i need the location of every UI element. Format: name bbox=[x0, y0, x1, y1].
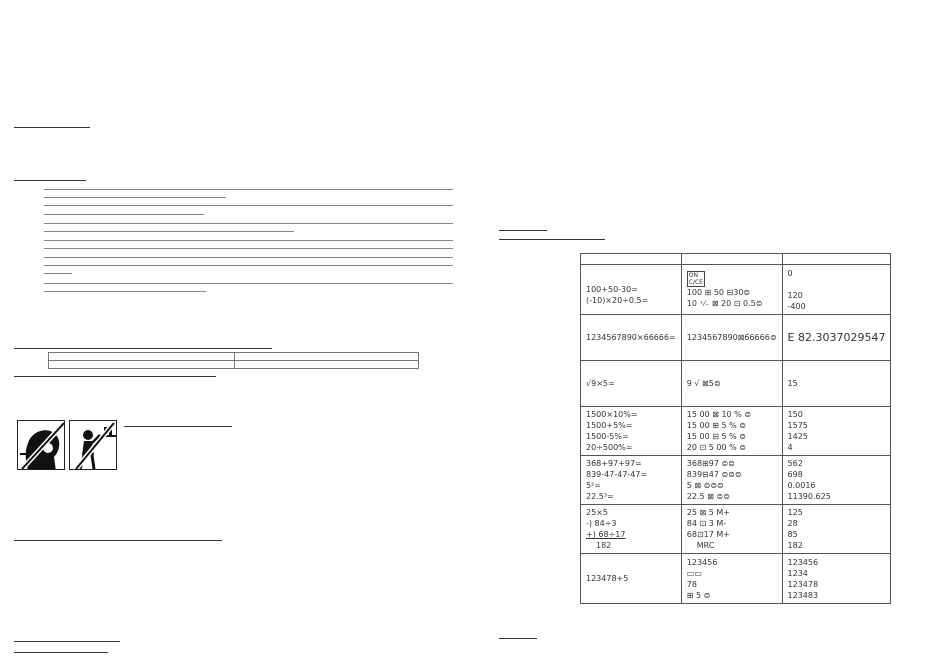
cell-text: -400 bbox=[787, 301, 806, 311]
text-line bbox=[44, 273, 72, 274]
section-heading-line bbox=[14, 641, 120, 642]
text-line bbox=[44, 265, 453, 266]
cell-text: ▭▭ bbox=[686, 568, 702, 578]
cell-text: 20÷500%= bbox=[586, 443, 633, 452]
cell-text: 839⊟47 ⊜⊜⊜ bbox=[686, 470, 742, 479]
cell-text: 839-47-47-47= bbox=[586, 470, 648, 479]
no-swallow-warning-icon bbox=[17, 420, 65, 470]
cell-text: 4 bbox=[787, 443, 793, 452]
cell-text: (-10)×20÷0.5= bbox=[586, 296, 649, 305]
cell-text: 1575 bbox=[787, 421, 808, 430]
table-row bbox=[581, 456, 891, 505]
cell-text: 1234567890×66666= bbox=[586, 333, 676, 342]
table-header-row bbox=[581, 254, 891, 265]
text-line bbox=[44, 240, 453, 241]
text-line bbox=[44, 197, 226, 198]
small-table bbox=[48, 352, 419, 369]
table-row bbox=[581, 407, 891, 456]
section-heading-line bbox=[14, 540, 222, 541]
cell-text: 20 ⊡ 5 00 % ⊜ bbox=[686, 443, 746, 452]
text-line bbox=[44, 231, 294, 232]
cell-text: 123456 bbox=[686, 557, 718, 567]
section-heading-line bbox=[14, 180, 86, 181]
cell-text: 84 ⊡ 3 M- bbox=[686, 519, 727, 528]
text-line bbox=[44, 205, 453, 206]
cell-text: 10 ⁺⁄₋ ⊠ 20 ⊡ 0.5⊜ bbox=[686, 298, 763, 308]
cell-text: 22.5³= bbox=[586, 492, 614, 501]
cell-text: 562 bbox=[787, 459, 803, 468]
text-line bbox=[44, 214, 204, 215]
table-heading-line bbox=[14, 348, 272, 349]
cell-text: 123456 bbox=[787, 557, 819, 567]
text-line bbox=[44, 283, 453, 284]
cell-text: 0.0016 bbox=[787, 481, 816, 490]
cell-text: 1500-5%= bbox=[586, 432, 629, 441]
cell-text: 15 00 ⊟ 5 % ⊜ bbox=[686, 432, 746, 441]
cell-text: 698 bbox=[787, 470, 803, 479]
cell-text: 1500+5%= bbox=[586, 421, 633, 430]
cell-text: ⊞ 5 ⊜ bbox=[686, 590, 711, 600]
cell-text: 25×5 bbox=[586, 508, 608, 517]
table-row bbox=[581, 315, 891, 361]
cell-text: 78 bbox=[686, 579, 697, 589]
section-heading-line bbox=[499, 230, 547, 231]
cell-text: -) 84÷3 bbox=[586, 519, 617, 528]
cell-text: 368+97+97= bbox=[586, 459, 642, 468]
cell-text: 9 √ ⊠5⊜ bbox=[686, 379, 721, 388]
cell-text: 15 bbox=[787, 379, 798, 388]
text-line bbox=[44, 223, 453, 224]
section-heading-line bbox=[14, 652, 108, 653]
warning-heading-line bbox=[124, 426, 232, 427]
cell-text: √9×5= bbox=[586, 379, 615, 388]
cell-text: 123483 bbox=[787, 590, 819, 600]
section-heading-line bbox=[14, 376, 216, 377]
calculation-examples-table bbox=[580, 253, 891, 604]
cell-text: 123478+5 bbox=[586, 574, 629, 583]
section-heading-line bbox=[14, 127, 90, 128]
cell-text: 5²= bbox=[586, 481, 601, 490]
cell-text: 68⊡17 M+ bbox=[686, 530, 730, 539]
keep-away-from-children-icon bbox=[69, 420, 117, 470]
cell-text: 25 ⊠ 5 M+ bbox=[686, 508, 730, 517]
cell-text: 0 bbox=[787, 268, 793, 278]
cell-text: 100+50-30= bbox=[586, 285, 638, 294]
cell-text: +) 68÷17 bbox=[586, 530, 626, 539]
cell-text: 5 ⊠ ⊜⊜⊜ bbox=[686, 481, 724, 490]
table-row bbox=[581, 505, 891, 554]
cell-text: 1234 bbox=[787, 568, 808, 578]
cell-text: 15 00 ⊞ 5 % ⊜ bbox=[686, 421, 746, 430]
cell-text: 1234567890⊠66666⊜ bbox=[686, 333, 777, 342]
cell-text: 22.5 ⊠ ⊜⊜ bbox=[686, 492, 730, 501]
section-heading-line bbox=[499, 638, 537, 639]
cell-text: 15 00 ⊠ 10 % ⊜ bbox=[686, 410, 752, 419]
cell-text: 1500×10%= bbox=[586, 410, 638, 419]
cell-text: 182 bbox=[787, 541, 803, 550]
text-line bbox=[44, 257, 453, 258]
cell-text: 100 ⊞ 50 ⊟30⊜ bbox=[686, 287, 751, 297]
cell-text: 150 bbox=[787, 410, 803, 419]
cell-text: 11390.625 bbox=[787, 492, 831, 501]
text-line bbox=[44, 291, 206, 292]
cell-text: 1425 bbox=[787, 432, 808, 441]
cell-text: E 82.3037029547 bbox=[787, 331, 886, 344]
cell-text: 123478 bbox=[787, 579, 819, 589]
text-line bbox=[44, 189, 453, 190]
cell-text: 368⊞97 ⊜⊜ bbox=[686, 459, 735, 468]
table-row bbox=[581, 265, 891, 315]
cell-text: 120 bbox=[787, 290, 803, 300]
text-line bbox=[44, 248, 453, 249]
section-heading-line bbox=[499, 239, 605, 240]
table-row bbox=[581, 554, 891, 604]
cell-text: 125 bbox=[787, 508, 803, 517]
cell-text: 28 bbox=[787, 519, 798, 528]
cell-text: 182 bbox=[596, 541, 612, 550]
on-clear-key: ON C/CE bbox=[688, 271, 703, 286]
memory-recall-key: MRC bbox=[696, 541, 715, 550]
cell-text: 85 bbox=[787, 530, 798, 539]
table-row bbox=[581, 361, 891, 407]
